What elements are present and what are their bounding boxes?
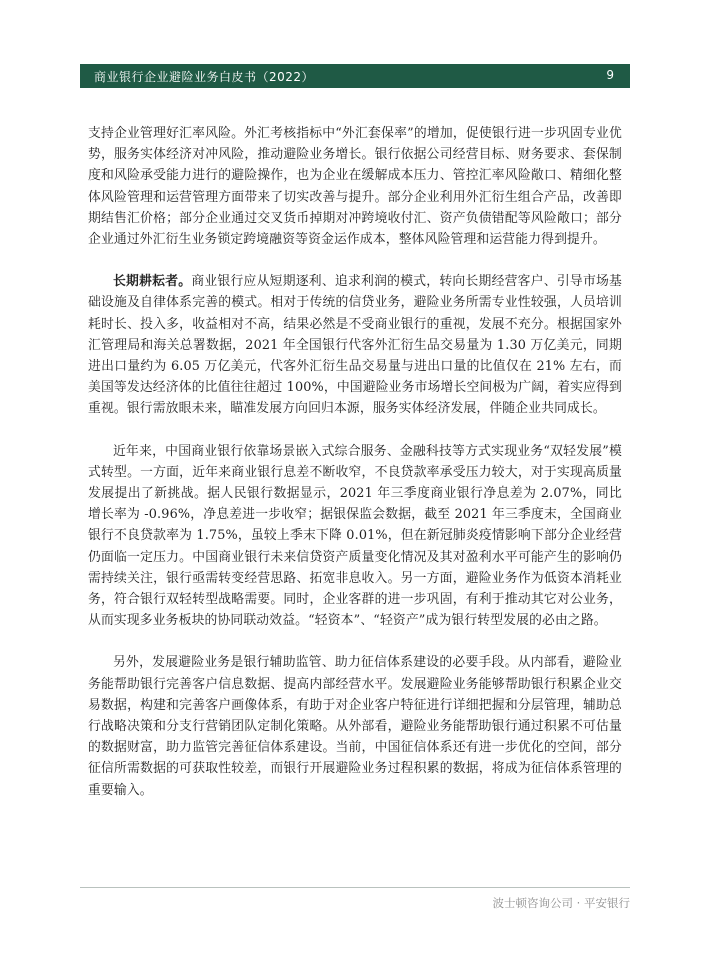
paragraph-3-text: 近年来，中国商业银行依靠场景嵌入式综合服务、金融科技等方式实现业务“双轻发展”模式转型。一方面，近年来商业银行息差不断收窄，不良贷款率承受压力较大，对于实现高质量发展提出了新挑战。据人民银行数据显示，2021 年三季度商业银行净息差为 2.07%，同比增长率为 -0.96%，净息差进一步收窄；据银保监会数据，截至 2021 年三季度末，全国商业银行不良贷款率为 1.75%，虽较上季末下降 0.01%，但在新冠肺炎疫情影响下部分企业经营仍面临一定压力。中国商业银行未来信贷资产质量变化情况及其对盈利水平可能产生的影响仍需持续关注，银行亟需转变经营思路、拓宽非息收入。另一方面，避险业务作为低资本消耗业务，符合银行双轻转型战略需要。同时，企业客群的进一步巩固，有利于推动其它对公业务，从而实现多业务板块的协同联动效益。“轻资本”、“轻资产”成为银行转型发展的必由之路。 (88, 443, 622, 629)
body-content (88, 123, 622, 822)
document-title: 商业银行企业避险业务白皮书（2022） (94, 70, 315, 84)
paragraph-4-text: 另外，发展避险业务是银行辅助监管、助力征信体系建设的必要手段。从内部看，避险业务能帮助银行完善客户信息数据、提高内部经营水平。发展避险业务能够帮助银行积累企业交易数据，构建和完善客户画像体系，有助于对企业客户特征进行详细把握和分层管理，辅助总行战略决策和分支行营销团队定制化策略。从外部看，避险业务能帮助银行通过积累不可估量的数据财富，助力监管完善征信体系建设。当前，中国征信体系还有进一步优化的空间，部分征信所需数据的可获取性较差，而银行开展避险业务过程积累的数据，将成为征信体系管理的重要输入。 (88, 655, 622, 798)
header-bar (80, 64, 630, 88)
paragraph-2 (88, 271, 622, 419)
paragraph-2-text: 商业银行应从短期逐利、追求利润的模式，转向长期经营客户、引导市场基础设施及自律体系完善的模式。相对于传统的信贷业务，避险业务所需专业性较强，人员培训耗时长、投入多，收益相对不高，结果必然是不受商业银行的重视，发展不充分。根据国家外汇管理局和海关总署数据，2021 年全国银行代客外汇衍生品交易量为 1.30 万亿美元，同期进出口量约为 6.05 万亿美元，代客外汇衍生品交易量与进出口量的比值仅在 21% 左右，而美国等发达经济体的比值往往超过 100%，中国避险业务市场增长空间极为广阔，着实应得到重视。银行需放眼未来，瞄准发展方向回归本源，服务实体经济发展，伴随企业共同成长。 (88, 274, 622, 417)
paragraph-1 (88, 123, 622, 250)
footer-divider (80, 887, 630, 888)
paragraph-2-lead: 长期耕耘者。 (113, 274, 192, 290)
footer-credits: 波士顿咨询公司 · 平安银行 (492, 896, 630, 910)
page-number: 9 (606, 68, 614, 82)
paragraph-1-text: 支持企业管理好汇率风险。外汇考核指标中“外汇套保率”的增加，促使银行进一步巩固专业优势，服务实体经济对冲风险，推动避险业务增长。银行依据公司经营目标、财务要求、套保制度和风险承受能力进行的避险操作，也为企业在缓解成本压力、管控汇率风险敞口、精细化整体风险管理和运营管理方面带来了切实改善与提升。部分企业利用外汇衍生组合产品，改善即期结售汇价格；部分企业通过交叉货币掉期对冲跨境收付汇、资产负债错配等风险敞口；部分企业通过外汇衍生业务锁定跨境融资等资金运作成本，整体风险管理和运营能力得到提升。 (88, 126, 622, 248)
paragraph-4 (88, 652, 622, 800)
paragraph-3 (88, 441, 622, 632)
